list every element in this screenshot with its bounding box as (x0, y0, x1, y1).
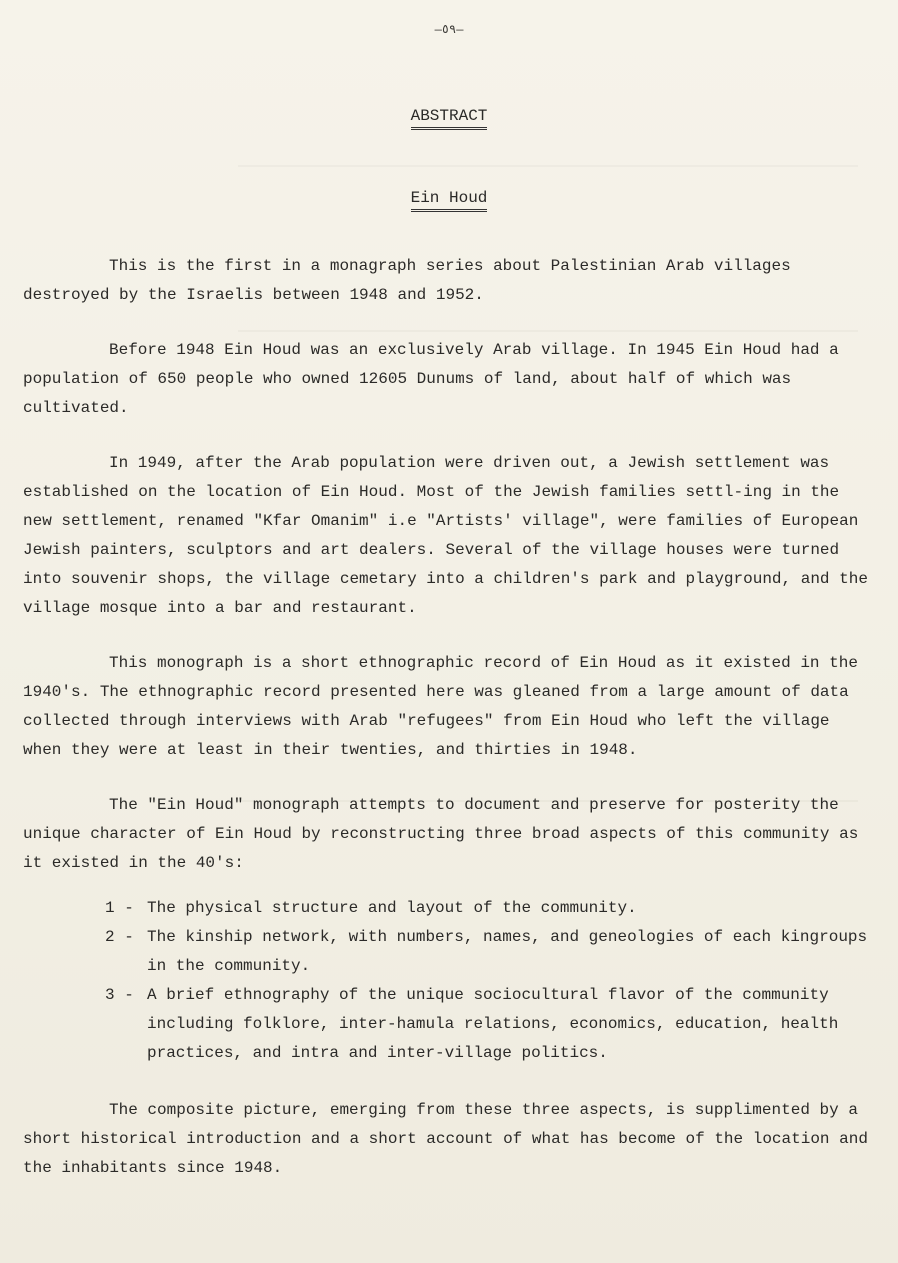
paragraph: The "Ein Houd" monograph attempts to document and preserve for posterity the unique character of Ein Houd by reconstructing three broad aspects of this community as it existed in the 40's: (23, 796, 859, 872)
list-item-text: The kinship network, with numbers, names, and geneologies of each kingroups in the community. (147, 928, 868, 975)
list-item-number: 2 - (105, 928, 134, 946)
page-number: —٥٩— (434, 23, 464, 37)
list-item (23, 894, 868, 923)
paragraph: Before 1948 Ein Houd was an exclusively Arab village. In 1945 Ein Houd had a population of 650 people who owned 12605 Dunums of land, about half of which was cultivated. (23, 341, 839, 417)
list-item-number: 1 - (105, 899, 134, 917)
list-item-text: A brief ethnography of the unique sociocultural flavor of the community including folklore, inter-hamula relations, economics, education, health practices, and intra and inter-village politics. (147, 986, 839, 1062)
village-subtitle-text: Ein Houd (411, 189, 488, 212)
village-subtitle (0, 189, 898, 212)
aspects-list (23, 894, 868, 1068)
list-item (23, 923, 868, 981)
list-item (23, 981, 868, 1068)
bleed-through (238, 165, 858, 167)
paragraph: This monograph is a short ethnographic record of Ein Houd as it existed in the 1940's. The ethnographic record presented here was gleaned from a large amount of data collected through interviews with Arab "refugees" from Ein Houd who left the village when they were at least in their twenties, and thirties in 1948. (23, 654, 858, 759)
paragraph: This is the first in a monagraph series about Palestinian Arab villages destroyed by the Israelis between 1948 and 1952. (23, 257, 791, 304)
abstract-body (23, 252, 868, 1209)
list-item-number: 3 - (105, 986, 134, 1004)
abstract-title (0, 107, 898, 130)
abstract-title-text: ABSTRACT (411, 107, 488, 130)
list-item-text: The physical structure and layout of the community. (147, 899, 637, 917)
paragraph: In 1949, after the Arab population were driven out, a Jewish settlement was established on the location of Ein Houd. Most of the Jewish families settl-ing in the new settlement, renamed "Kfar Omanim" i.e "Artists' village", were families of European Jewish painters, sculptors and art dealers. Several of the village houses were turned into souvenir shops, the village cemetary into a children's park and playground, and the village mosque into a bar and restaurant. (23, 454, 868, 617)
closing-paragraph: The composite picture, emerging from these three aspects, is supplimented by a short historical introduction and a short account of what has become of the location and the inhabitants since 1948. (23, 1101, 868, 1177)
